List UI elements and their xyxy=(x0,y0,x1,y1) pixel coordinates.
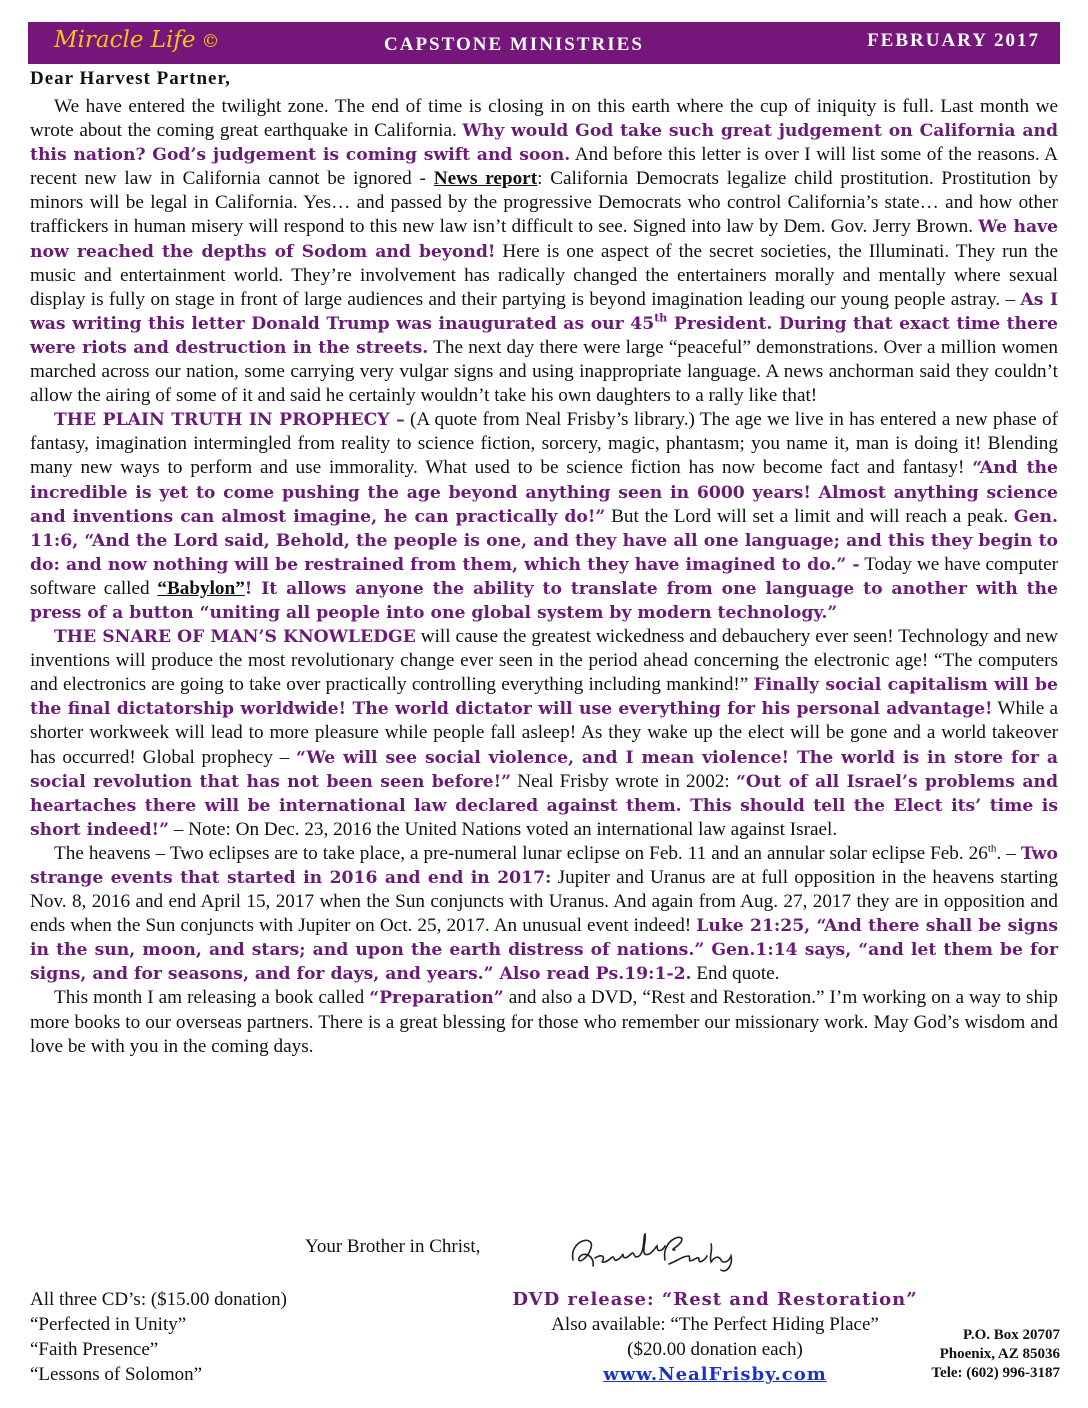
mailing-address: P.O. Box 20707 Phoenix, AZ 85036 Tele: (602) 996-3187 xyxy=(931,1327,1060,1381)
salutation: Dear Harvest Partner, xyxy=(30,68,231,89)
paragraph-1: We have entered the twilight zone. The end of time is closing in on this earth where the cup of iniquity is full. Last month we wrote about the coming great earthquake in California. Why would God take such great judgement on California and this nation? God’s judgement is coming swift and soon. And before this letter is over I will list some of the reasons. A recent new law in California cannot be ignored - News report: California Democrats legalize child prostitution. Prostitution by minors will be legal in California. Yes… and passed by the progressive Democrats who control California’s state… and how other traffickers in human misery will respond to this new law isn’t difficult to see. Signed into law by Dem. Gov. Jerry Brown. We have now reached the depths of Sodom and beyond! Here is one aspect of the secret societies, the Illuminati. They run the music and entertainment world. They’re involvement has radically changed the entertainers morally and mentally where sexual display is fully on stage in front of large audiences and their partying is beyond imagination leading our young people astray. – As I was writing this letter Donald Trump was inaugurated as our 45th President. During that exact time there were riots and destruction in the streets. The next day there were large “peaceful” demonstrations. Over a million women marched across our nation, some carrying very vulgar signs and using inappropriate language. A news anchorman said they couldn’t allow the airing of some of it and said he certainly wouldn’t take his own daughters to a rally like that! xyxy=(30,96,1059,407)
paragraph-3: THE SNARE OF MAN’S KNOWLEDGE will cause the greatest wickedness and debauchery ever seen! Technology and new inventions will produce the most revolutionary change ever seen in the period ahead concerning the electronic age! “The computers and electronics are going to take over practically controlling everything including mankind!” Finally social capitalism will be the final dictatorship worldwide! The world dictator will use everything for his personal advantage! While a shorter workweek will lead to more pleasure while people fall asleep! As they wake up the elect will be gone and a world takeover has occurred! Global prophecy – “We will see social violence, and I mean violence! The world is in store for a social revolution that has not been seen before!” Neal Frisby wrote in 2002: “Out of all Israel’s problems and heartaches there will be international law declared against them. This should tell the Elect its’ time is short indeed!” – Note: On Dec. 23, 2016 the United Nations voted an international law against Israel. xyxy=(30,626,1058,840)
ministry-title: CAPSTONE MINISTRIES xyxy=(384,34,644,55)
section-heading: THE PLAIN TRUTH IN PROPHECY – xyxy=(54,410,405,431)
letter-body xyxy=(30,95,1058,1059)
issue-date: FEBRUARY 2017 xyxy=(867,30,1040,51)
paragraph-2: THE PLAIN TRUTH IN PROPHECY – (A quote from Neal Frisby’s library.) The age we live in has entered a new phase of fantasy, imagination intermingled from reality to science fiction, sorcery, magic, phantasm; you name it, man is doing it! Blending many new ways to perform and use immorality. What used to be science fiction has now become fact and fantasy! “And the incredible is yet to come pushing the age beyond anything seen in 6000 years! Almost anything science and inventions can almost imagine, he can practically do!” But the Lord will set a limit and will reach a peak. Gen. 11:6, “And the Lord said, Behold, the people is one, and they have all one language; and this they begin to do: and now nothing will be restrained from them, which they have imagined to do.” - Today we have computer software called “Babylon”! It allows anyone the ability to translate from one language to another with the press of a button “uniting all people into one global system by modern technology.” xyxy=(30,409,1058,623)
signature xyxy=(565,1230,755,1274)
cd-offer: All three CD’s: ($15.00 donation) “Perfected in Unity” “Faith Presence” “Lessons of Solomon” xyxy=(30,1289,287,1385)
website-link[interactable]: www.NealFrisby.com xyxy=(603,1364,827,1385)
paragraph-5: This month I am releasing a book called “Preparation” and also a DVD, “Rest and Restoration.” I’m working on a way to ship more books to our overseas partners. There is a great blessing for those who remember our missionary work. May God’s wisdom and love be with you in the coming days. xyxy=(30,987,1058,1057)
dvd-release: DVD release: “Rest and Restoration” xyxy=(512,1289,918,1310)
brand-logo: Miracle Life © xyxy=(54,27,220,53)
dvd-offer: DVD release: “Rest and Restoration” Also available: “The Perfect Hiding Place” ($20.00 donation each) www.NealFrisby.com xyxy=(470,1287,960,1387)
closing-line: Your Brother in Christ, xyxy=(305,1236,481,1257)
copyright-mark: © xyxy=(201,31,220,52)
section-heading: THE SNARE OF MAN’S KNOWLEDGE xyxy=(54,627,416,648)
masthead-bar xyxy=(28,22,1060,64)
news-report-label: News report xyxy=(433,168,538,190)
paragraph-4: The heavens – Two eclipses are to take place, a pre-numeral lunar eclipse on Feb. 11 and an annular solar eclipse Feb. 26th. – Two strange events that started in 2016 and end in 2017: Jupiter and Uranus are at full opposition in the heavens starting Nov. 8, 2016 and end April 15, 2017 when the Sun conjuncts with Uranus. And again from Aug. 27, 2017 they are in opposition and ends when the Sun conjuncts with Jupiter on Oct. 25, 2017. An unusual event indeed! Luke 21:25, “And there shall be signs in the sun, moon, and stars; and upon the earth distress of nations.” Gen.1:14 says, “and let them be for signs, and for seasons, and for days, and years.” Also read Ps.19:1-2. End quote. xyxy=(30,842,1059,985)
